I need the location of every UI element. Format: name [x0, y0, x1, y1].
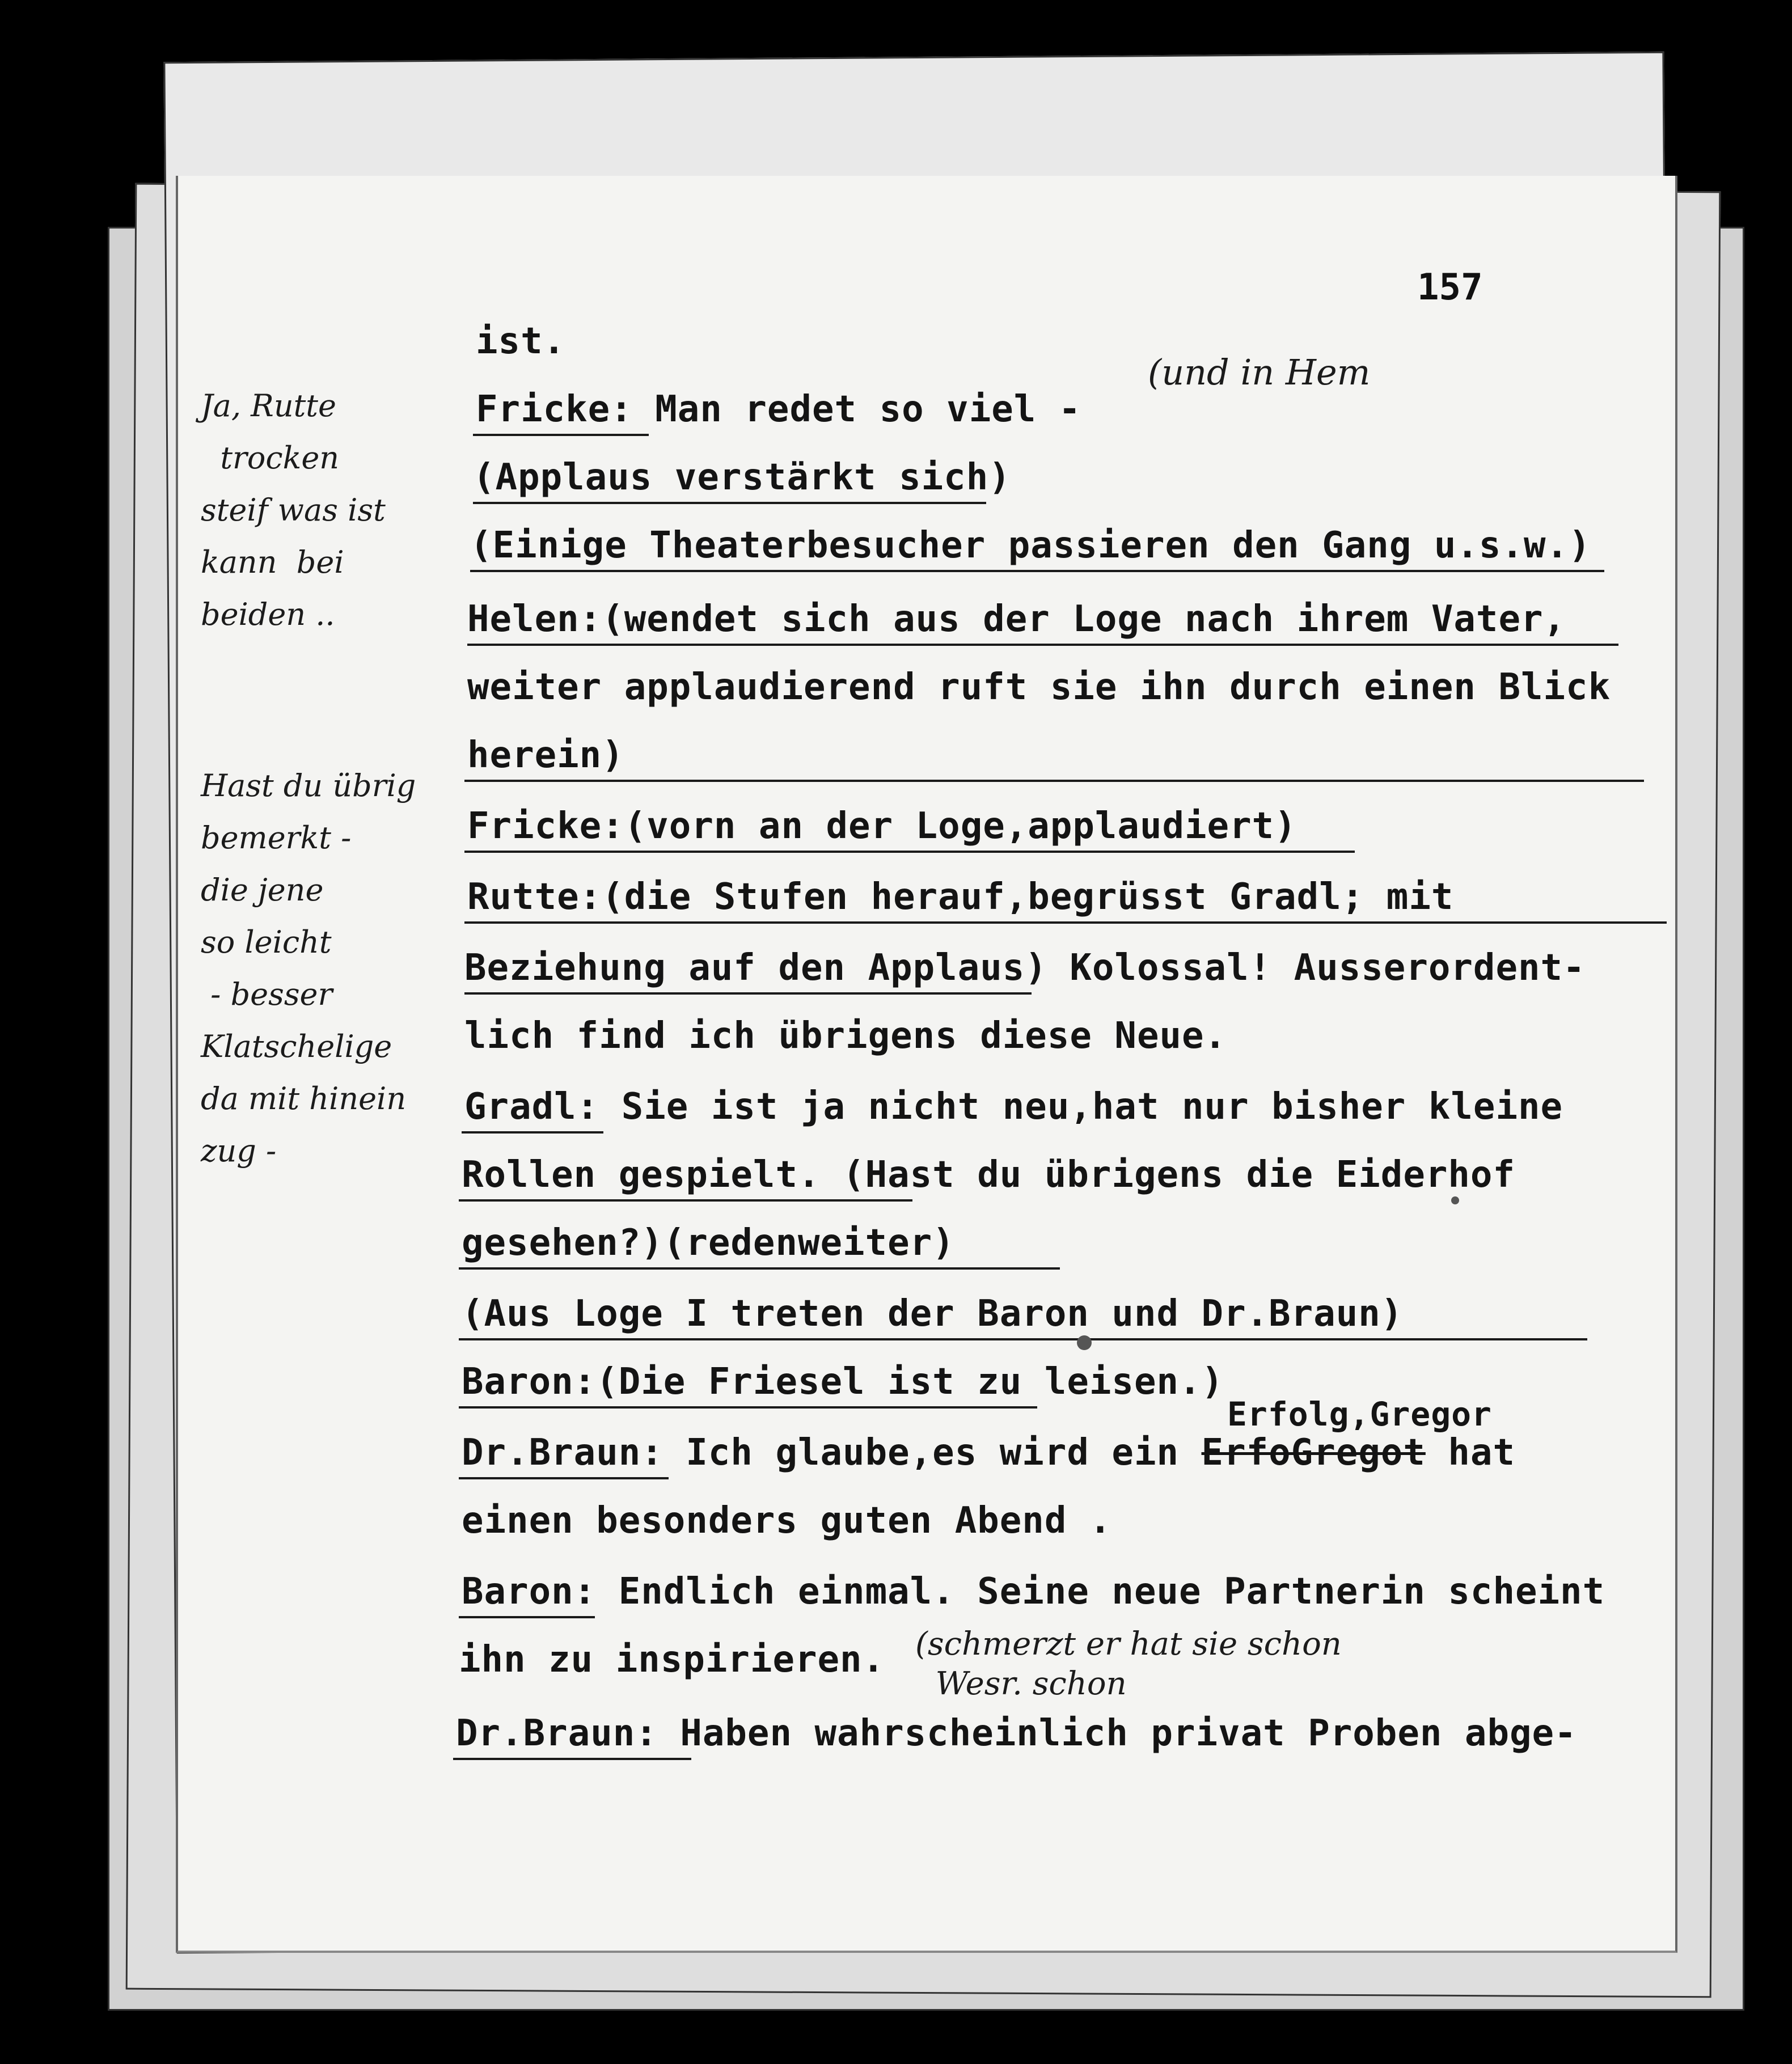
typed-line: weiter applaudierend ruft sie ihn durch einen Blick: [467, 666, 1611, 708]
speaker-underline: [453, 1758, 691, 1760]
ink-stain: [1077, 1335, 1092, 1350]
stage-direction-underline: [459, 1199, 912, 1202]
typed-line: [462, 1432, 1515, 1474]
speaker-underline: [459, 1616, 595, 1618]
speaker-underline: [459, 1477, 669, 1479]
struck-text: ErfoGregot: [1201, 1432, 1426, 1474]
stage-direction-underline: [464, 921, 1667, 924]
stage-direction-underline: [464, 992, 1032, 995]
typed-line-suffix: hat: [1425, 1432, 1515, 1474]
page-number: 157: [1417, 267, 1483, 308]
stage-direction-underline: [464, 780, 1644, 782]
handwritten-insertion: Erfolg,Gregor: [1227, 1395, 1492, 1433]
handwritten-annotation: (und in Hem: [1148, 352, 1371, 393]
margin-note: Hast du übrig bemerkt - die jene so leicht - besser Klatschelige da mit hinein zug -: [201, 768, 416, 1169]
stage-direction-underline: [473, 502, 986, 504]
typed-line: Fricke: Man redet so viel -: [476, 388, 1081, 430]
handwritten-annotation: (schmerzt er hat sie schon Wesr. schon: [915, 1626, 1342, 1702]
typed-line-text: Dr.Braun: Ich glaube,es wird ein: [462, 1432, 1202, 1474]
typed-line: ihn zu inspirieren.: [459, 1639, 885, 1681]
speaker-underline: [473, 434, 649, 436]
document-page: [176, 176, 1677, 1953]
stage-direction-underline: [470, 570, 1604, 572]
ink-stain: [1451, 1196, 1459, 1204]
speaker-underline: [462, 1131, 603, 1133]
typed-line: Helen:(wendet sich aus der Loge nach ihrem Vater,: [467, 598, 1566, 640]
typed-line: (Aus Loge I treten der Baron und Dr.Braun): [462, 1293, 1404, 1335]
typed-line: herein): [467, 734, 624, 776]
typed-line: (Applaus verstärkt sich): [473, 456, 1011, 498]
stage-direction-underline: [459, 1267, 1060, 1270]
typed-line: (Einige Theaterbesucher passieren den Gang u.s.w.): [470, 525, 1591, 566]
typed-line: Rollen gespielt. (Hast du übrigens die Eiderhof: [462, 1154, 1515, 1196]
typed-line: gesehen?)(redenweiter): [462, 1222, 955, 1264]
typed-line: lich find ich übrigens diese Neue.: [464, 1015, 1227, 1057]
stage-direction-underline: [464, 851, 1355, 853]
margin-note: Ja, Rutte trocken steif was ist kann bei beiden ..: [201, 388, 386, 632]
typed-line: Dr.Braun: Haben wahrscheinlich privat Proben abge-: [456, 1712, 1577, 1754]
typed-line: Fricke:(vorn an der Loge,applaudiert): [467, 805, 1297, 847]
typed-line: Beziehung auf den Applaus) Kolossal! Ausserordent-: [464, 947, 1586, 989]
stage-direction-underline: [459, 1338, 1587, 1340]
typed-line: einen besonders guten Abend .: [462, 1500, 1112, 1542]
stage-direction-underline: [467, 644, 1618, 646]
stage-direction-underline: [459, 1406, 1037, 1409]
typed-line: Rutte:(die Stufen herauf,begrüsst Gradl; mit: [467, 876, 1454, 918]
typed-line: Baron:(Die Friesel ist zu leisen.): [462, 1361, 1224, 1403]
typed-line: ist.: [476, 320, 566, 362]
typed-line: Gradl: Sie ist ja nicht neu,hat nur bisher kleine: [464, 1086, 1563, 1128]
typed-line: Baron: Endlich einmal. Seine neue Partnerin scheint: [462, 1571, 1605, 1613]
